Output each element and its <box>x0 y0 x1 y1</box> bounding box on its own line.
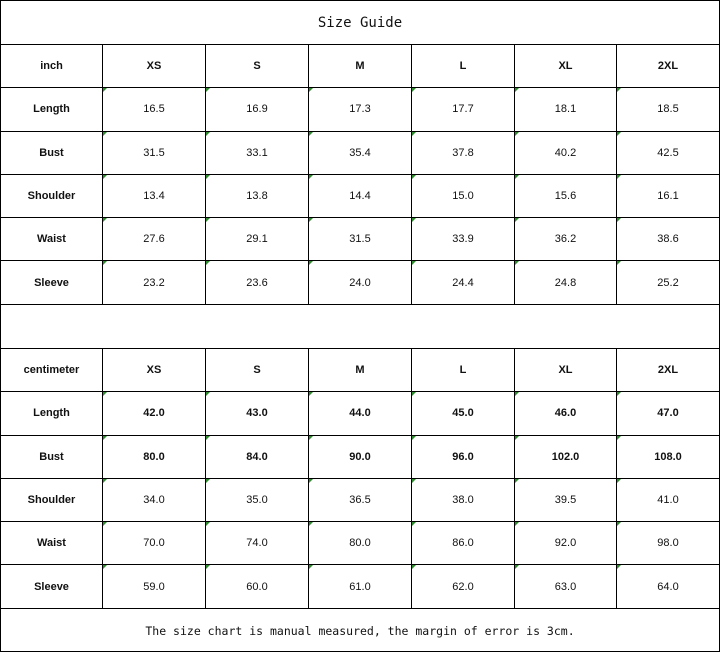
cm-unit-header: centimeter <box>1 349 103 392</box>
cm-value-cell: 80.0 <box>309 522 412 565</box>
cm-value-cell: 34.0 <box>103 479 206 522</box>
inch-value-cell: 23.2 <box>103 261 206 304</box>
centimeter-size-table <box>1 349 719 609</box>
cm-value-cell: 42.0 <box>103 392 206 435</box>
cm-value-cell: 96.0 <box>412 436 515 479</box>
inch-value-cell: 36.2 <box>515 218 617 261</box>
cm-value-cell: 35.0 <box>206 479 309 522</box>
cm-row-label: Waist <box>1 522 103 565</box>
cm-row-label: Shoulder <box>1 479 103 522</box>
inch-value-cell: 18.5 <box>617 88 719 131</box>
inch-value-cell: 42.5 <box>617 132 719 175</box>
inch-value-cell: 13.8 <box>206 175 309 218</box>
inch-value-cell: 33.9 <box>412 218 515 261</box>
cm-row-label: Bust <box>1 436 103 479</box>
cm-size-header: L <box>412 349 515 392</box>
cm-size-header: M <box>309 349 412 392</box>
inch-size-header: M <box>309 45 412 88</box>
inch-value-cell: 16.5 <box>103 88 206 131</box>
table-spacer <box>1 305 719 349</box>
cm-value-cell: 74.0 <box>206 522 309 565</box>
cm-value-cell: 36.5 <box>309 479 412 522</box>
inch-value-cell: 16.9 <box>206 88 309 131</box>
cm-row-label: Sleeve <box>1 565 103 608</box>
inch-row-label: Shoulder <box>1 175 103 218</box>
inch-value-cell: 24.4 <box>412 261 515 304</box>
cm-value-cell: 60.0 <box>206 565 309 608</box>
inch-unit-header: inch <box>1 45 103 88</box>
inch-size-table <box>1 45 719 305</box>
cm-value-cell: 90.0 <box>309 436 412 479</box>
inch-value-cell: 17.7 <box>412 88 515 131</box>
inch-size-header: XS <box>103 45 206 88</box>
cm-value-cell: 63.0 <box>515 565 617 608</box>
inch-value-cell: 27.6 <box>103 218 206 261</box>
inch-value-cell: 17.3 <box>309 88 412 131</box>
cm-value-cell: 38.0 <box>412 479 515 522</box>
cm-value-cell: 43.0 <box>206 392 309 435</box>
measurement-note: The size chart is manual measured, the margin of error is 3cm. <box>145 623 575 638</box>
inch-value-cell: 35.4 <box>309 132 412 175</box>
inch-value-cell: 14.4 <box>309 175 412 218</box>
inch-size-header: 2XL <box>617 45 719 88</box>
inch-value-cell: 15.0 <box>412 175 515 218</box>
inch-value-cell: 25.2 <box>617 261 719 304</box>
cm-value-cell: 80.0 <box>103 436 206 479</box>
cm-size-header: XL <box>515 349 617 392</box>
inch-value-cell: 33.1 <box>206 132 309 175</box>
cm-value-cell: 86.0 <box>412 522 515 565</box>
cm-value-cell: 61.0 <box>309 565 412 608</box>
inch-value-cell: 16.1 <box>617 175 719 218</box>
inch-value-cell: 40.2 <box>515 132 617 175</box>
cm-value-cell: 70.0 <box>103 522 206 565</box>
inch-size-header: XL <box>515 45 617 88</box>
cm-value-cell: 59.0 <box>103 565 206 608</box>
cm-value-cell: 39.5 <box>515 479 617 522</box>
cm-row-label: Length <box>1 392 103 435</box>
cm-size-header: S <box>206 349 309 392</box>
inch-value-cell: 18.1 <box>515 88 617 131</box>
inch-value-cell: 24.0 <box>309 261 412 304</box>
cm-value-cell: 46.0 <box>515 392 617 435</box>
inch-row-label: Length <box>1 88 103 131</box>
inch-value-cell: 13.4 <box>103 175 206 218</box>
inch-row-label: Sleeve <box>1 261 103 304</box>
cm-value-cell: 98.0 <box>617 522 719 565</box>
inch-value-cell: 37.8 <box>412 132 515 175</box>
cm-value-cell: 45.0 <box>412 392 515 435</box>
inch-value-cell: 31.5 <box>309 218 412 261</box>
cm-value-cell: 62.0 <box>412 565 515 608</box>
inch-value-cell: 29.1 <box>206 218 309 261</box>
inch-size-header: S <box>206 45 309 88</box>
cm-value-cell: 64.0 <box>617 565 719 608</box>
cm-size-header: 2XL <box>617 349 719 392</box>
cm-value-cell: 84.0 <box>206 436 309 479</box>
inch-value-cell: 15.6 <box>515 175 617 218</box>
cm-value-cell: 108.0 <box>617 436 719 479</box>
inch-row-label: Waist <box>1 218 103 261</box>
inch-value-cell: 38.6 <box>617 218 719 261</box>
inch-value-cell: 24.8 <box>515 261 617 304</box>
cm-value-cell: 102.0 <box>515 436 617 479</box>
cm-value-cell: 44.0 <box>309 392 412 435</box>
cm-value-cell: 92.0 <box>515 522 617 565</box>
inch-value-cell: 23.6 <box>206 261 309 304</box>
inch-size-header: L <box>412 45 515 88</box>
inch-row-label: Bust <box>1 132 103 175</box>
cm-value-cell: 47.0 <box>617 392 719 435</box>
cm-value-cell: 41.0 <box>617 479 719 522</box>
cm-size-header: XS <box>103 349 206 392</box>
inch-value-cell: 31.5 <box>103 132 206 175</box>
size-guide-title: Size Guide <box>1 1 719 45</box>
